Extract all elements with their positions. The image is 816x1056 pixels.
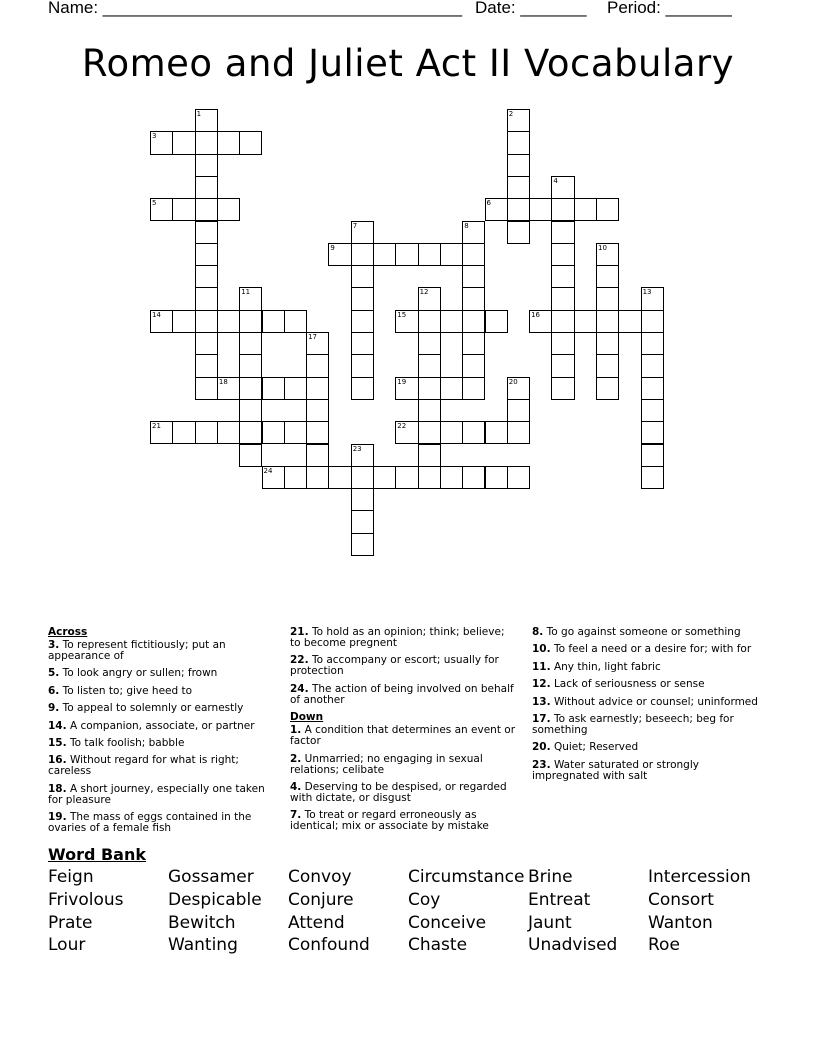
word-bank-word: Circumstance: [408, 867, 525, 887]
clue: [532, 627, 762, 638]
crossword-cell[interactable]: [596, 265, 619, 288]
clue-text: A condition that determines an event or factor: [290, 724, 516, 748]
clues-column-1: [48, 627, 266, 841]
clue-number-label: 6.: [48, 684, 60, 697]
clue-number-label: 18.: [48, 782, 67, 795]
clue-number-label: 23.: [532, 758, 551, 771]
crossword-cell[interactable]: [217, 131, 240, 154]
clue: [532, 697, 762, 708]
clue-number-label: 9.: [48, 702, 60, 715]
word-bank-word: Jaunt: [528, 913, 572, 933]
crossword-cell[interactable]: [551, 198, 574, 221]
clue: [48, 812, 266, 834]
crossword-cell[interactable]: [462, 243, 485, 266]
clue: [290, 754, 516, 776]
clue: [290, 782, 516, 804]
clue-number-label: 13.: [532, 695, 551, 708]
crossword-cell[interactable]: [440, 421, 463, 444]
word-bank-word: Intercession: [648, 867, 751, 887]
crossword-cell[interactable]: [551, 176, 574, 199]
crossword-cell[interactable]: [373, 466, 396, 489]
crossword-cell[interactable]: [641, 399, 664, 422]
crossword-cell[interactable]: [551, 354, 574, 377]
crossword-cell[interactable]: [507, 377, 530, 400]
word-bank-word: Frivolous: [48, 890, 124, 910]
crossword-cell[interactable]: [529, 198, 552, 221]
crossword-cell[interactable]: [641, 287, 664, 310]
crossword-cell[interactable]: [507, 221, 530, 244]
crossword-cell[interactable]: [351, 533, 374, 556]
clue-number: 15: [397, 310, 407, 319]
clue: [532, 644, 762, 655]
crossword-cell[interactable]: [462, 377, 485, 400]
crossword-cell[interactable]: [440, 377, 463, 400]
crossword-cell[interactable]: [462, 332, 485, 355]
crossword-cell[interactable]: [596, 377, 619, 400]
crossword-cell[interactable]: [574, 310, 597, 333]
word-bank-word: Entreat: [528, 890, 591, 910]
crossword-cell[interactable]: [351, 444, 374, 467]
clue-number-label: 5.: [48, 667, 60, 680]
word-bank-word: Wanting: [168, 935, 238, 955]
clue-number-label: 20.: [532, 741, 551, 754]
crossword-cell[interactable]: [239, 444, 262, 467]
crossword-cell[interactable]: [351, 488, 374, 511]
crossword-cell[interactable]: [395, 421, 418, 444]
clue-number: 6: [486, 199, 491, 208]
word-bank-word: Gossamer: [168, 867, 254, 887]
crossword-cell[interactable]: [150, 421, 173, 444]
crossword-cell[interactable]: [418, 332, 441, 355]
clue-number: 9: [330, 243, 335, 252]
crossword-cell[interactable]: [351, 377, 374, 400]
crossword-cell[interactable]: [351, 466, 374, 489]
crossword-cell[interactable]: [150, 198, 173, 221]
crossword-cell[interactable]: [395, 377, 418, 400]
crossword-cell[interactable]: [172, 421, 195, 444]
crossword-cell[interactable]: [239, 354, 262, 377]
crossword-cell[interactable]: [418, 399, 441, 422]
clue-number: 4: [553, 176, 558, 185]
clue-text: To go against someone or something: [546, 626, 741, 638]
clue-number: 22: [397, 422, 407, 431]
word-bank-word: Bewitch: [168, 913, 236, 933]
crossword-cell[interactable]: [306, 332, 329, 355]
clue-text: The mass of eggs contained in the ovaries of a female fish: [48, 811, 252, 835]
across-heading: Across: [48, 626, 88, 638]
clue-text: Without regard for what is right; careless: [48, 754, 239, 778]
crossword-cell[interactable]: [551, 221, 574, 244]
crossword-cell[interactable]: [195, 154, 218, 177]
clue: [290, 810, 516, 832]
crossword-cell[interactable]: [507, 109, 530, 132]
crossword-cell[interactable]: [239, 287, 262, 310]
word-bank-word: Roe: [648, 935, 680, 955]
word-bank-word: Chaste: [408, 935, 468, 955]
clue-text: To feel a need or a desire for; with for: [553, 643, 752, 656]
crossword-cell[interactable]: [217, 377, 240, 400]
crossword-cell[interactable]: [641, 332, 664, 355]
crossword-cell[interactable]: [551, 310, 574, 333]
crossword-cell[interactable]: [395, 466, 418, 489]
crossword-cell[interactable]: [596, 310, 619, 333]
crossword-cell[interactable]: [262, 421, 285, 444]
clue: [48, 686, 266, 697]
crossword-cell[interactable]: [462, 310, 485, 333]
clue: [532, 714, 762, 736]
crossword-cell[interactable]: [418, 287, 441, 310]
crossword-cell[interactable]: [462, 466, 485, 489]
crossword-cell[interactable]: [351, 265, 374, 288]
crossword-cell[interactable]: [418, 377, 441, 400]
crossword-cell[interactable]: [418, 310, 441, 333]
crossword-cell[interactable]: [195, 109, 218, 132]
crossword-cell[interactable]: [262, 377, 285, 400]
clue-number-label: 15.: [48, 736, 67, 749]
crossword-cell[interactable]: [195, 176, 218, 199]
crossword-cell[interactable]: [306, 466, 329, 489]
clue-text: To ask earnestly; beseech; beg for something: [532, 712, 734, 736]
clue: [290, 684, 516, 706]
crossword-cell[interactable]: [462, 287, 485, 310]
word-bank-title: Word Bank: [48, 845, 147, 864]
crossword-cell[interactable]: [596, 198, 619, 221]
clue: [48, 668, 266, 679]
crossword-cell[interactable]: [596, 287, 619, 310]
crossword-cell[interactable]: [239, 131, 262, 154]
clue: [48, 640, 266, 662]
crossword-cell[interactable]: [395, 310, 418, 333]
clue-text: To appeal to solemnly or earnestly: [62, 702, 244, 715]
clue: [532, 679, 762, 690]
word-bank-word: Conjure: [288, 890, 354, 910]
clue-number: 1: [196, 110, 202, 118]
word-bank-word: Consort: [648, 890, 714, 910]
crossword-cell[interactable]: [507, 198, 530, 221]
crossword-cell[interactable]: [239, 332, 262, 355]
clue-number-label: 11.: [532, 660, 551, 673]
clue-text: A companion, associate, or partner: [69, 719, 255, 732]
clue: [48, 703, 266, 714]
crossword-cell[interactable]: [328, 466, 351, 489]
word-bank-word: Brine: [528, 867, 573, 887]
crossword-cell[interactable]: [239, 421, 262, 444]
word-bank-word: Feign: [48, 867, 94, 887]
crossword-cell[interactable]: [328, 243, 351, 266]
crossword-cell[interactable]: [462, 421, 485, 444]
clue-text: Water saturated or strongly impregnated with salt: [532, 758, 699, 782]
clue-number: 21: [152, 422, 161, 431]
clue-number-label: 22.: [290, 654, 309, 667]
crossword-cell[interactable]: [195, 221, 218, 244]
crossword-cell[interactable]: [351, 221, 374, 244]
clue-number-label: 14.: [48, 719, 67, 732]
clue-number: 13: [642, 288, 652, 297]
crossword-cell[interactable]: [641, 466, 664, 489]
crossword-cell[interactable]: [440, 243, 463, 266]
crossword-cell[interactable]: [418, 243, 441, 266]
crossword-cell[interactable]: [485, 421, 508, 444]
date-field[interactable]: Date: _______: [475, 0, 587, 17]
crossword-cell[interactable]: [551, 377, 574, 400]
period-field[interactable]: Period: _______: [607, 0, 732, 17]
crossword-cell[interactable]: [351, 310, 374, 333]
clue-number: 18: [218, 377, 228, 386]
crossword-cell[interactable]: [418, 354, 441, 377]
clue-number-label: 19.: [48, 811, 67, 824]
crossword-cell[interactable]: [462, 354, 485, 377]
crossword-cell[interactable]: [195, 131, 218, 154]
crossword-cell[interactable]: [351, 287, 374, 310]
crossword-cell[interactable]: [306, 354, 329, 377]
crossword-cell[interactable]: [641, 421, 664, 444]
crossword-cell[interactable]: [418, 421, 441, 444]
crossword-cell[interactable]: [284, 466, 307, 489]
clue-text: To accompany or escort; usually for protection: [290, 654, 499, 678]
page-title: Romeo and Juliet Act II Vocabulary: [81, 42, 735, 85]
word-bank-word: Unadvised: [528, 935, 618, 955]
crossword-cell[interactable]: [195, 265, 218, 288]
crossword-cell[interactable]: [462, 221, 485, 244]
crossword-cell[interactable]: [195, 421, 218, 444]
crossword-cell[interactable]: [195, 287, 218, 310]
clue-text: Unmarried; no engaging in sexual relations; celibate: [290, 752, 483, 776]
crossword-cell[interactable]: [551, 243, 574, 266]
clue-text: Any thin, light fabric: [553, 660, 661, 673]
clue-number: 24: [263, 466, 273, 475]
word-bank-word: Lour: [48, 935, 86, 955]
crossword-cell[interactable]: [217, 198, 240, 221]
clue: [290, 725, 516, 747]
clue-text: To talk foolish; babble: [69, 736, 185, 749]
crossword-cell[interactable]: [306, 399, 329, 422]
clue: [48, 738, 266, 749]
clue: [532, 742, 762, 753]
crossword-cell[interactable]: [172, 198, 195, 221]
clue: [532, 760, 762, 782]
crossword-cell[interactable]: [574, 198, 597, 221]
clue-text: To hold as an opinion; think; believe; to become pregnent: [290, 626, 505, 649]
crossword-cell[interactable]: [217, 421, 240, 444]
crossword-cell[interactable]: [641, 377, 664, 400]
clue-number-label: 24.: [290, 682, 309, 695]
clue-text: To look angry or sullen; frown: [62, 667, 218, 680]
clue-number: 16: [531, 310, 541, 319]
clue-number-label: 8.: [532, 626, 544, 638]
crossword-cell[interactable]: [351, 354, 374, 377]
clue-number-label: 12.: [532, 678, 551, 691]
crossword-cell[interactable]: [395, 243, 418, 266]
crossword-cell[interactable]: [195, 243, 218, 266]
clue: [48, 755, 266, 777]
crossword-cell[interactable]: [284, 377, 307, 400]
clue-number-label: 17.: [532, 712, 551, 725]
crossword-cell[interactable]: [440, 310, 463, 333]
clue-number: 5: [152, 199, 157, 208]
clue-text: Quiet; Reserved: [553, 741, 639, 754]
crossword-cell[interactable]: [529, 310, 552, 333]
crossword-cell[interactable]: [306, 444, 329, 467]
clue-number: 12: [419, 288, 429, 297]
clue-text: A short journey, especially one taken for pleasure: [48, 782, 265, 806]
clue-number: 17: [308, 333, 318, 341]
crossword-cell[interactable]: [507, 466, 530, 489]
crossword-cell[interactable]: [195, 198, 218, 221]
clue: [290, 627, 516, 649]
crossword-cell[interactable]: [239, 399, 262, 422]
crossword-cell[interactable]: [551, 287, 574, 310]
crossword-cell[interactable]: [239, 377, 262, 400]
clue: [48, 784, 266, 806]
crossword-cell[interactable]: [195, 377, 218, 400]
clue-text: Without advice or counsel; uninformed: [553, 695, 758, 708]
crossword-cell[interactable]: [351, 243, 374, 266]
clue-number: 11: [241, 288, 251, 297]
clue-text: To treat or regard erroneously as identical; mix or associate by mistake: [290, 809, 489, 833]
crossword-cell[interactable]: [641, 444, 664, 467]
crossword-cell[interactable]: [217, 310, 240, 333]
crossword-cell[interactable]: [618, 310, 641, 333]
name-field[interactable]: Name: ______________________________________: [48, 0, 463, 17]
crossword-cell[interactable]: [507, 421, 530, 444]
crossword-cell[interactable]: [150, 310, 173, 333]
word-bank-word: Prate: [48, 913, 93, 933]
crossword-cell[interactable]: [351, 510, 374, 533]
word-bank-word: Wanton: [648, 913, 713, 933]
clue-number: 2: [508, 110, 514, 118]
word-bank-word: Despicable: [168, 890, 262, 910]
crossword-cell[interactable]: [150, 131, 173, 154]
crossword-cell[interactable]: [351, 332, 374, 355]
clue-number: 20: [508, 377, 518, 386]
crossword-cell[interactable]: [462, 265, 485, 288]
clue: [532, 662, 762, 673]
clue-number-label: 2.: [290, 752, 302, 765]
crossword-cell[interactable]: [284, 310, 307, 333]
word-bank-word: Conceive: [408, 913, 487, 933]
crossword-cell[interactable]: [195, 354, 218, 377]
crossword-cell[interactable]: [172, 310, 195, 333]
crossword-cell[interactable]: [262, 310, 285, 333]
crossword-cell[interactable]: [551, 265, 574, 288]
clue-number: 3: [152, 132, 157, 141]
clue-text: The action of being involved on behalf of another: [290, 682, 514, 706]
clue-number-label: 1.: [290, 724, 302, 737]
crossword-cell[interactable]: [641, 310, 664, 333]
word-bank-word: Attend: [288, 913, 345, 933]
clue-text: To listen to; give heed to: [62, 684, 193, 697]
clue-text: Deserving to be despised, or regarded with dictate, or disgust: [290, 780, 507, 804]
clue-text: Lack of seriousness or sense: [553, 678, 705, 691]
crossword-cell[interactable]: [239, 310, 262, 333]
clue-number: 14: [152, 310, 161, 319]
clue: [48, 721, 266, 732]
crossword-cell[interactable]: [172, 131, 195, 154]
crossword-cell[interactable]: [485, 198, 508, 221]
crossword-cell[interactable]: [195, 332, 218, 355]
clue-number: 10: [598, 243, 607, 252]
clue-number: 19: [397, 377, 407, 386]
crossword-cell[interactable]: [596, 354, 619, 377]
clues-column-2: [290, 627, 516, 839]
crossword-cell[interactable]: [507, 131, 530, 154]
clue-number-label: 10.: [532, 643, 551, 656]
clue-number-label: 7.: [290, 809, 302, 822]
crossword-cell[interactable]: [440, 466, 463, 489]
down-heading: Down: [290, 711, 324, 724]
clue: [290, 655, 516, 677]
clues-column-3: [532, 627, 762, 788]
crossword-cell[interactable]: [551, 332, 574, 355]
crossword-cell[interactable]: [507, 154, 530, 177]
crossword-cell[interactable]: [641, 354, 664, 377]
clue-number: 23: [352, 444, 362, 453]
crossword-cell[interactable]: [418, 444, 441, 467]
clue-number-label: 4.: [290, 780, 302, 793]
crossword-cell[interactable]: [485, 466, 508, 489]
crossword-cell[interactable]: [596, 243, 619, 266]
clue-number-label: 16.: [48, 754, 67, 767]
word-bank-word: Coy: [408, 890, 441, 910]
crossword-cell[interactable]: [596, 332, 619, 355]
crossword-cell[interactable]: [507, 399, 530, 422]
crossword-cell[interactable]: [284, 421, 307, 444]
clue-number-label: 21.: [290, 626, 309, 638]
crossword-cell[interactable]: [507, 176, 530, 199]
clue-number-label: 3.: [48, 639, 60, 651]
crossword-cell[interactable]: [418, 466, 441, 489]
crossword-cell[interactable]: [485, 310, 508, 333]
word-bank-word: Convoy: [288, 867, 352, 887]
clue-text: To represent fictitiously; put an appearance of: [48, 639, 226, 662]
clue-number: 8: [464, 221, 469, 230]
crossword-cell[interactable]: [262, 466, 285, 489]
crossword-cell[interactable]: [195, 310, 218, 333]
crossword-cell[interactable]: [373, 243, 396, 266]
crossword-cell[interactable]: [306, 377, 329, 400]
crossword-cell[interactable]: [306, 421, 329, 444]
clue-number: 7: [352, 221, 358, 230]
word-bank-word: Confound: [288, 935, 370, 955]
